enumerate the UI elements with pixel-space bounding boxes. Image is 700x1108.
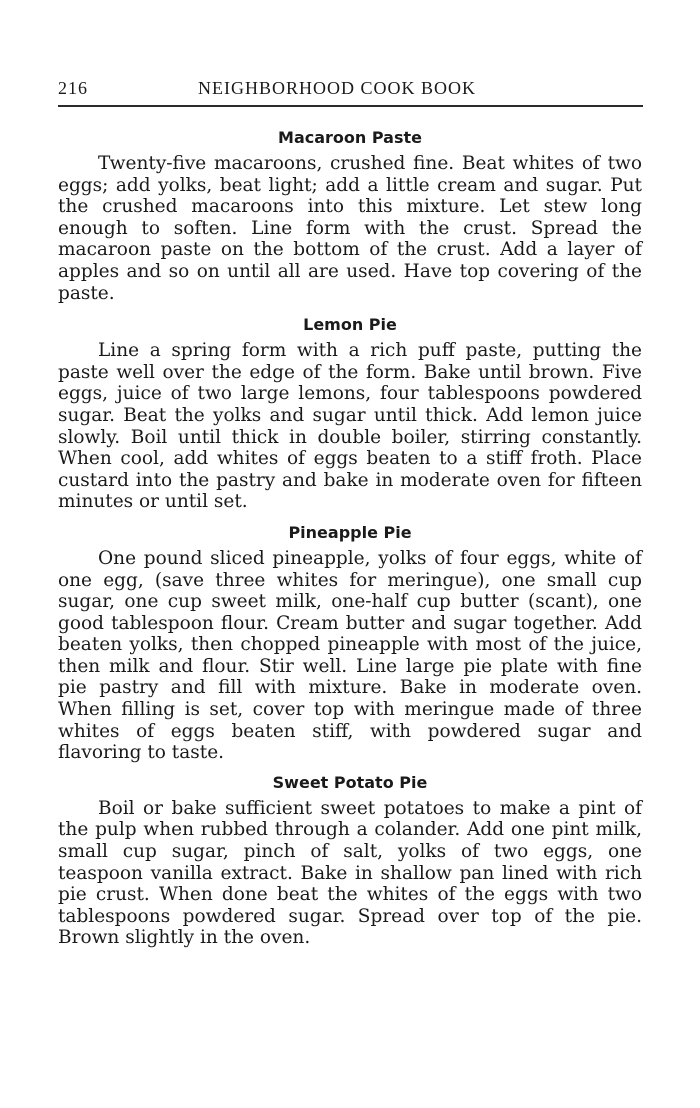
book-title: NEIGHBORHOOD COOK BOOK (198, 78, 476, 98)
book-page (58, 76, 642, 949)
page-number: 216 (58, 78, 88, 98)
recipe-pineapple-pie (58, 522, 642, 764)
running-head (58, 76, 642, 102)
recipe-text: Boil or bake sufficient sweet potatoes to make a pint of the pulp when rubbed through a colander. Add one pint milk, small cup sugar, pinch of salt, yolks of two eggs, one teaspoon vanilla extract. Bake in shallow pan lined with rich pie crust. When done beat the whites of the eggs with two tablespoons powdered sugar. Spread over top of the pie. Brown slightly in the oven. (58, 797, 642, 949)
recipe-text: One pound sliced pineapple, yolks of four eggs, white of one egg, (save three whites for meringue), one small cup sugar, one cup sweet milk, one-half cup butter (scant), one good tablespoon flour. Cream butter and sugar together. Add beaten yolks, then chopped pineapple with most of the juice, then milk and flour. Stir well. Line large pie plate with fine pie pastry and fill with mixture. Bake in moderate oven. When filling is set, cover top with meringue made of three whites of eggs beaten stiff, with powdered sugar and flavoring to taste. (58, 547, 642, 764)
recipe-macaroon-paste (58, 127, 642, 304)
recipe-title: Macaroon Paste (278, 128, 422, 147)
recipe-title: Sweet Potato Pie (272, 772, 428, 792)
recipe-text: Line a spring form with a rich puff paste, putting the paste well over the edge of the form. Bake until brown. Five eggs, juice of two large lemons, four tablespoons powdered sugar. Beat the yolks and sugar until thick. Add lemon juice slowly. Boil until thick in double boiler, stirring constantly. When cool, add whites of eggs beaten to a stiff froth. Place custard into the pastry and bake in moderate oven for fifteen minutes or until set. (58, 340, 642, 513)
header-rule (58, 105, 643, 107)
recipe-text: Twenty-five macaroons, crushed fine. Beat whites of two eggs; add yolks, beat light; add a little cream and sugar. Put the crushed macaroons into this mixture. Let stew long enough to soften. Line form with the crust. Spread the macaroon paste on the bottom of the crust. Add a layer of apples and so on until all are used. Have top covering of the paste. (58, 153, 642, 304)
recipe-title: Lemon Pie (303, 315, 397, 335)
recipe-lemon-pie (58, 314, 642, 513)
recipe-title: Pineapple Pie (288, 522, 412, 542)
recipe-sweet-potato-pie (58, 772, 642, 949)
